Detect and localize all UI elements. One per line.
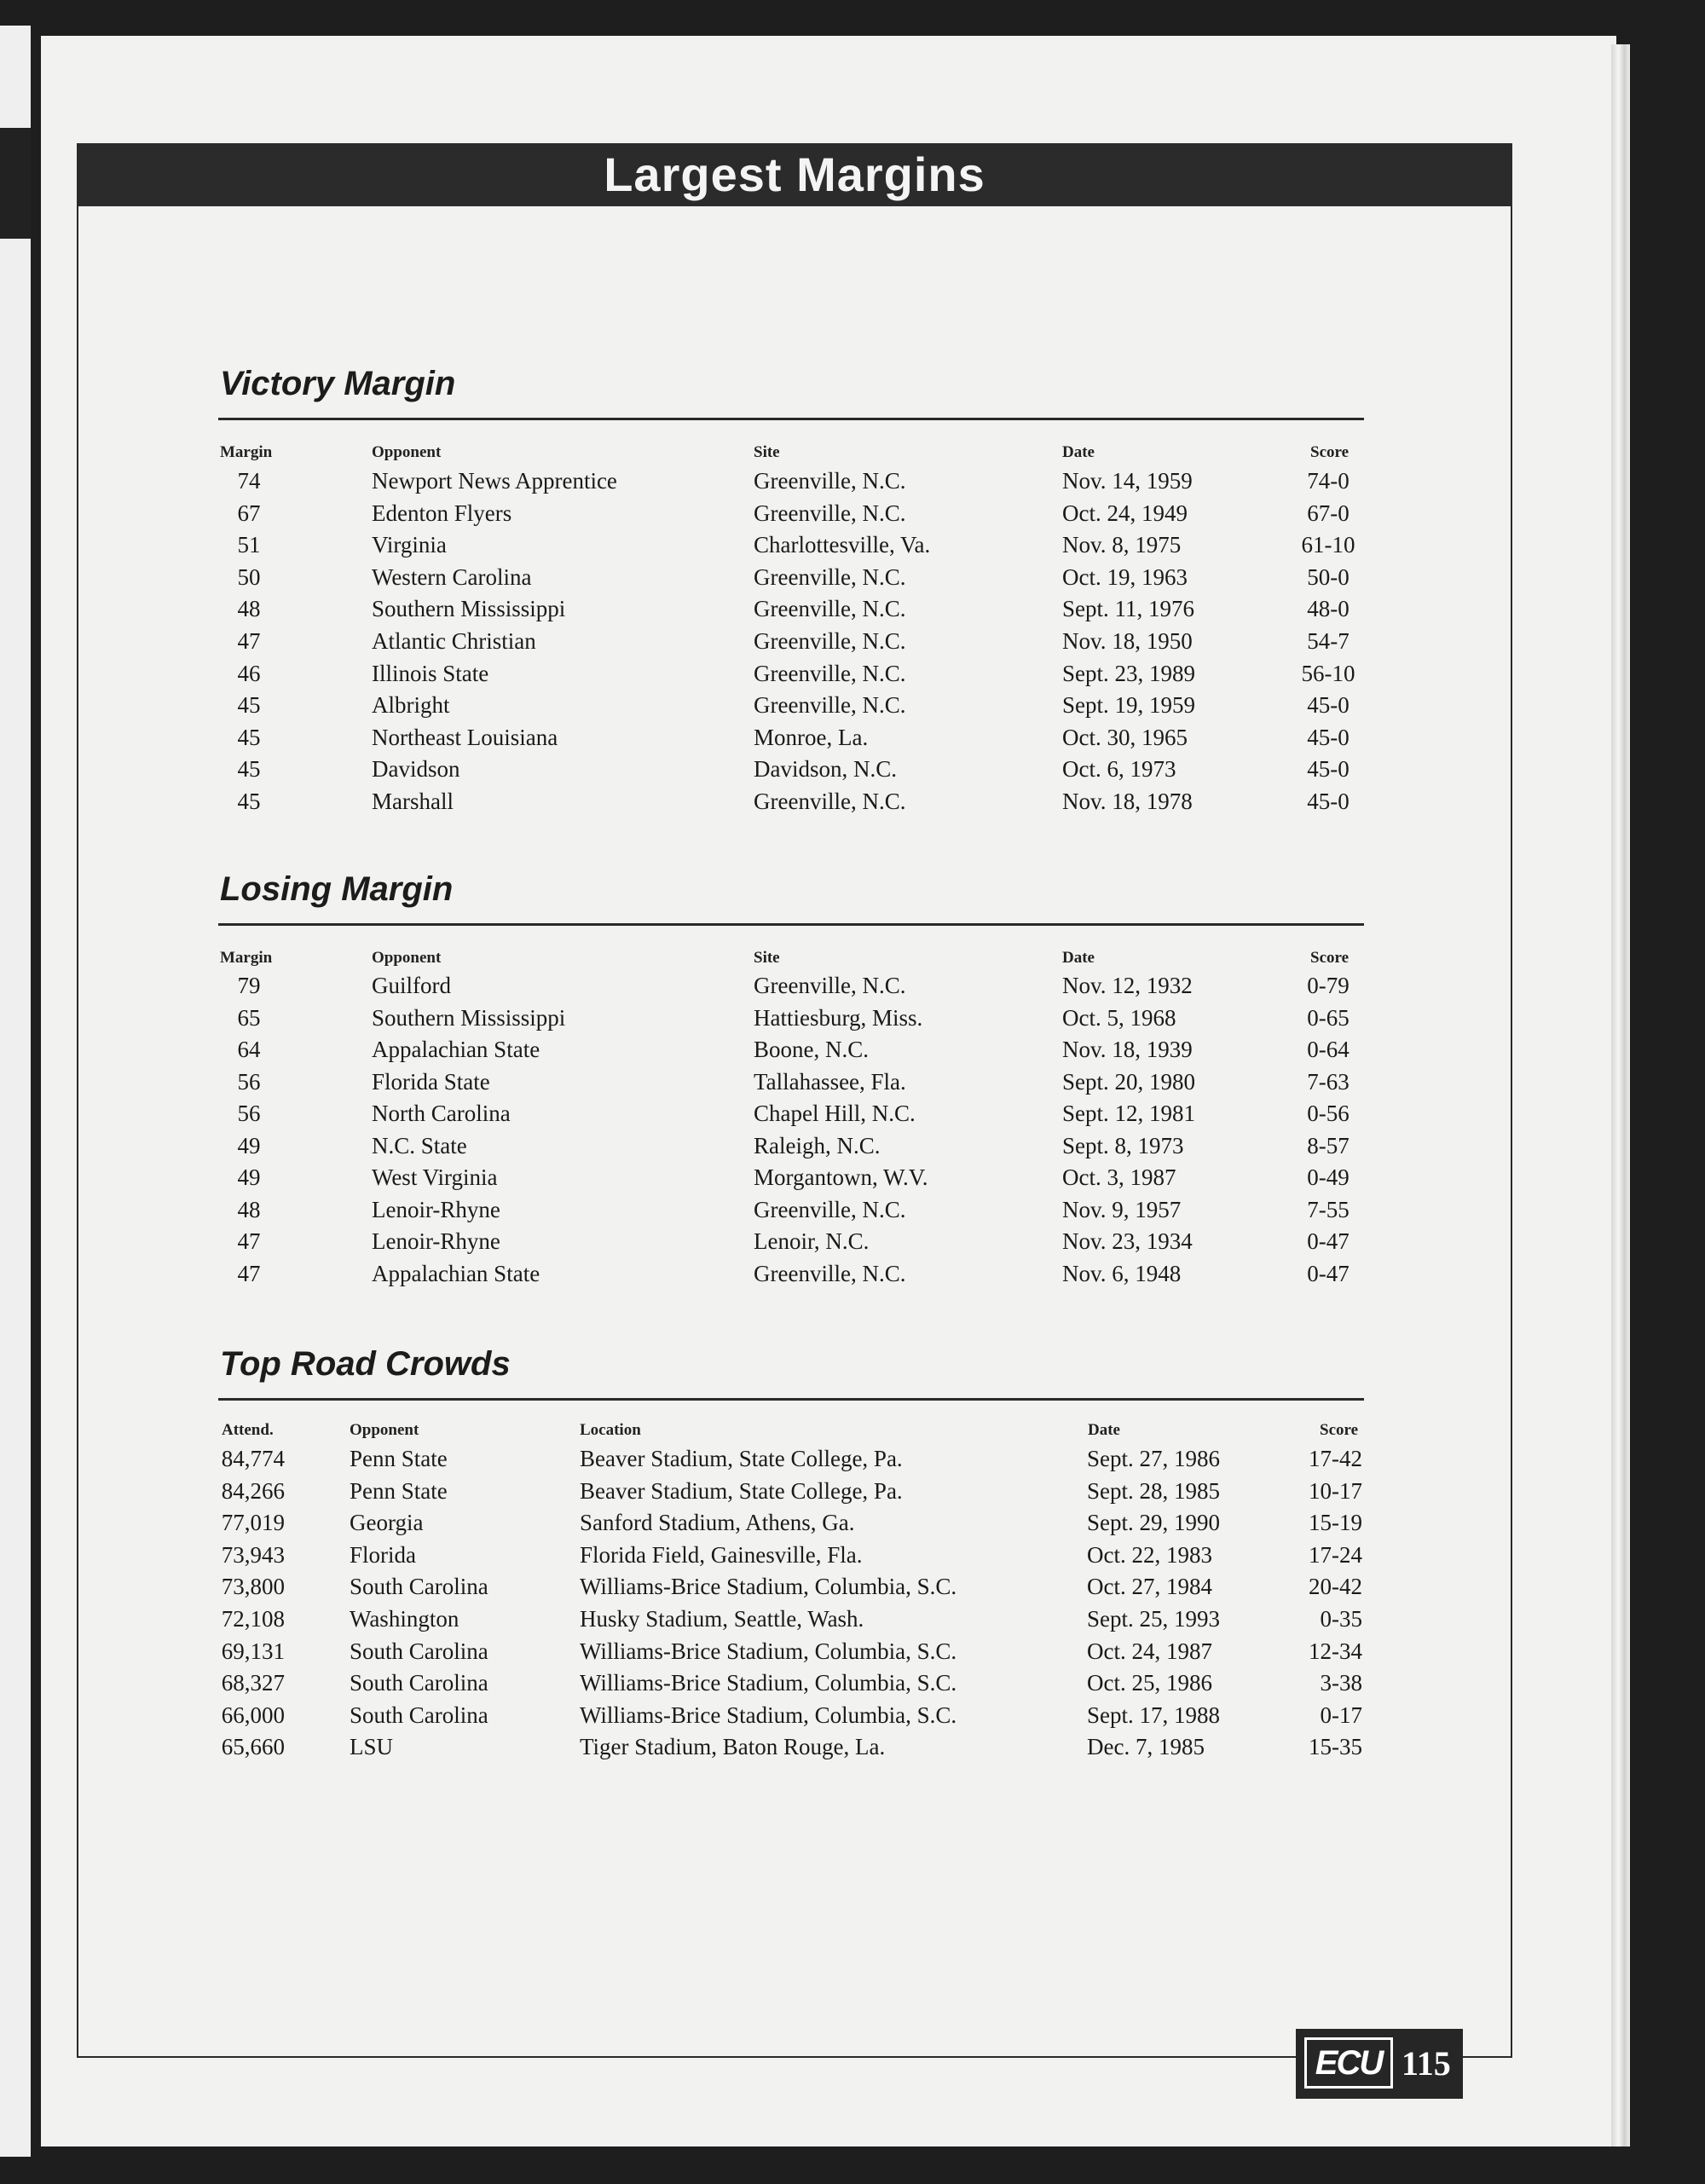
crowds-cell-opponent: Penn State xyxy=(350,1446,448,1471)
losing-cell-score: 0-47 xyxy=(1307,1228,1350,1254)
victory-cell-site: Greenville, N.C. xyxy=(754,596,906,622)
losing-cell-site: Hattiesburg, Miss. xyxy=(754,1004,923,1031)
victory-cell-score: 50-0 xyxy=(1307,563,1350,590)
crowds-cell-score: 15-19 xyxy=(1309,1510,1362,1536)
crowds-cell-score: 20-42 xyxy=(1309,1574,1362,1600)
losing-cell-site: Morgantown, W.V. xyxy=(754,1164,928,1190)
victory-cell-score: 56-10 xyxy=(1301,660,1355,686)
victory-cell-opponent: Western Carolina xyxy=(372,563,532,590)
victory-cell-first: 46 xyxy=(237,660,261,686)
victory-header-4: Score xyxy=(1310,443,1350,461)
victory-cell-date: Nov. 8, 1975 xyxy=(1062,532,1182,558)
losing-cell-opponent: Appalachian State xyxy=(372,1037,540,1062)
losing-cell-opponent: Florida State xyxy=(372,1068,490,1095)
losing-cell-opponent: Lenoir-Rhyne xyxy=(372,1228,500,1254)
victory-header-2: Site xyxy=(754,443,780,461)
crowds-cell-site: Williams-Brice Stadium, Columbia, S.C. xyxy=(580,1702,957,1728)
crowds-cell-score: 0-17 xyxy=(1320,1702,1362,1728)
crowds-cell-date: Sept. 28, 1985 xyxy=(1087,1477,1221,1504)
losing-cell-first: 56 xyxy=(237,1101,261,1126)
victory-cell-date: Oct. 24, 1949 xyxy=(1062,500,1188,526)
losing-cell-score: 0-65 xyxy=(1307,1004,1350,1031)
crowds-cell-date: Sept. 29, 1990 xyxy=(1087,1510,1221,1536)
crowds-cell-site: Williams-Brice Stadium, Columbia, S.C. xyxy=(580,1574,957,1600)
victory-cell-date: Oct. 30, 1965 xyxy=(1062,724,1188,750)
crowds-cell-site: Beaver Stadium, State College, Pa. xyxy=(580,1477,903,1504)
victory-cell-opponent: Northeast Louisiana xyxy=(372,724,558,750)
victory-cell-opponent: Virginia xyxy=(372,532,447,558)
victory-cell-opponent: Newport News Apprentice xyxy=(372,468,617,494)
crowds-cell-score: 10-17 xyxy=(1309,1477,1362,1504)
losing-cell-first: 79 xyxy=(237,973,261,998)
victory-cell-first: 47 xyxy=(237,628,261,654)
victory-cell-site: Greenville, N.C. xyxy=(754,660,906,686)
losing-cell-date: Nov. 23, 1934 xyxy=(1062,1228,1193,1254)
victory-cell-site: Monroe, La. xyxy=(754,724,869,750)
victory-cell-opponent: Southern Mississippi xyxy=(372,596,566,622)
victory-cell-date: Nov. 18, 1950 xyxy=(1062,628,1193,654)
crowds-cell-site: Sanford Stadium, Athens, Ga. xyxy=(580,1510,855,1536)
crowds-rule xyxy=(218,1398,1364,1401)
crowds-cell-date: Sept. 25, 1993 xyxy=(1087,1606,1221,1632)
victory-cell-site: Greenville, N.C. xyxy=(754,789,906,814)
victory-cell-site: Greenville, N.C. xyxy=(754,628,906,654)
crowds-cell-first: 73,943 xyxy=(221,1541,285,1568)
losing-header-1: Opponent xyxy=(372,949,442,967)
losing-cell-date: Oct. 5, 1968 xyxy=(1062,1004,1176,1031)
losing-cell-opponent: West Virginia xyxy=(372,1164,498,1190)
losing-cell-date: Nov. 6, 1948 xyxy=(1062,1260,1182,1286)
victory-cell-first: 67 xyxy=(237,500,261,526)
crowds-cell-site: Beaver Stadium, State College, Pa. xyxy=(580,1446,903,1471)
losing-cell-date: Nov. 9, 1957 xyxy=(1062,1196,1182,1222)
victory-cell-site: Charlottesville, Va. xyxy=(754,532,931,558)
facing-page-edge xyxy=(0,26,31,2157)
victory-cell-date: Nov. 14, 1959 xyxy=(1062,468,1193,494)
crowds-cell-date: Oct. 25, 1986 xyxy=(1087,1670,1212,1696)
victory-cell-first: 45 xyxy=(237,756,261,783)
crowds-cell-site: Tiger Stadium, Baton Rouge, La. xyxy=(580,1734,886,1760)
losing-cell-site: Greenville, N.C. xyxy=(754,1196,906,1222)
losing-cell-score: 0-64 xyxy=(1307,1037,1350,1062)
losing-rule xyxy=(218,923,1364,926)
victory-margin-title: Victory Margin xyxy=(220,365,456,402)
crowds-header-2: Location xyxy=(580,1421,641,1439)
victory-cell-score: 48-0 xyxy=(1307,596,1350,622)
victory-header-1: Opponent xyxy=(372,443,442,461)
losing-cell-opponent: North Carolina xyxy=(372,1101,511,1126)
victory-cell-score: 74-0 xyxy=(1307,468,1350,494)
victory-cell-score: 67-0 xyxy=(1307,500,1350,526)
page-stack-edge xyxy=(1611,44,1630,2146)
victory-cell-site: Greenville, N.C. xyxy=(754,563,906,590)
losing-margin-title: Losing Margin xyxy=(220,870,454,908)
losing-cell-site: Boone, N.C. xyxy=(754,1037,869,1062)
crowds-cell-opponent: South Carolina xyxy=(350,1670,488,1696)
victory-cell-first: 74 xyxy=(237,468,261,494)
losing-header-2: Site xyxy=(754,949,780,967)
crowds-cell-site: Florida Field, Gainesville, Fla. xyxy=(580,1541,863,1568)
crowds-cell-first: 66,000 xyxy=(221,1702,285,1728)
victory-cell-opponent: Albright xyxy=(372,692,450,719)
victory-header-0: Margin xyxy=(220,443,273,461)
crowds-cell-first: 84,774 xyxy=(221,1446,285,1471)
victory-cell-opponent: Marshall xyxy=(372,789,454,814)
losing-cell-opponent: Southern Mississippi xyxy=(372,1004,566,1031)
crowds-cell-date: Oct. 24, 1987 xyxy=(1087,1638,1212,1664)
losing-cell-opponent: N.C. State xyxy=(372,1132,467,1158)
victory-cell-score: 54-7 xyxy=(1307,628,1350,654)
losing-cell-first: 48 xyxy=(237,1196,261,1222)
losing-cell-site: Greenville, N.C. xyxy=(754,1260,906,1286)
victory-cell-score: 45-0 xyxy=(1307,789,1350,814)
losing-cell-site: Greenville, N.C. xyxy=(754,973,906,998)
losing-cell-site: Chapel Hill, N.C. xyxy=(754,1101,916,1126)
losing-cell-score: 7-55 xyxy=(1307,1196,1350,1222)
victory-cell-date: Sept. 11, 1976 xyxy=(1062,596,1194,622)
crowds-cell-first: 77,019 xyxy=(221,1510,285,1536)
losing-cell-score: 7-63 xyxy=(1307,1068,1350,1095)
crowds-cell-opponent: South Carolina xyxy=(350,1574,488,1600)
losing-cell-date: Sept. 12, 1981 xyxy=(1062,1101,1196,1126)
losing-cell-score: 0-56 xyxy=(1307,1101,1350,1126)
victory-cell-score: 45-0 xyxy=(1307,724,1350,750)
losing-cell-first: 65 xyxy=(237,1004,261,1031)
losing-cell-site: Tallahassee, Fla. xyxy=(754,1068,906,1095)
losing-header-3: Date xyxy=(1062,949,1095,967)
losing-cell-opponent: Lenoir-Rhyne xyxy=(372,1196,500,1222)
losing-cell-first: 56 xyxy=(237,1068,261,1095)
crowds-cell-opponent: South Carolina xyxy=(350,1702,488,1728)
crowds-cell-site: Williams-Brice Stadium, Columbia, S.C. xyxy=(580,1638,957,1664)
crowds-cell-first: 84,266 xyxy=(221,1477,285,1504)
losing-cell-date: Sept. 8, 1973 xyxy=(1062,1132,1184,1158)
losing-cell-opponent: Appalachian State xyxy=(372,1260,540,1286)
losing-cell-score: 0-79 xyxy=(1307,973,1350,998)
crowds-cell-first: 65,660 xyxy=(221,1734,285,1760)
losing-cell-opponent: Guilford xyxy=(372,973,451,998)
losing-cell-score: 0-49 xyxy=(1307,1164,1350,1190)
crowds-cell-opponent: Penn State xyxy=(350,1477,448,1504)
crowds-cell-opponent: Washington xyxy=(350,1606,459,1632)
page-title: Largest Margins xyxy=(77,143,1512,206)
losing-cell-date: Oct. 3, 1987 xyxy=(1062,1164,1176,1190)
victory-cell-first: 51 xyxy=(237,532,261,558)
losing-cell-site: Raleigh, N.C. xyxy=(754,1132,881,1158)
victory-cell-score: 45-0 xyxy=(1307,692,1350,719)
crowds-cell-score: 3-38 xyxy=(1320,1670,1362,1696)
losing-cell-date: Nov. 18, 1939 xyxy=(1062,1037,1193,1062)
crowds-cell-first: 73,800 xyxy=(221,1574,285,1600)
losing-cell-first: 64 xyxy=(237,1037,261,1062)
victory-cell-date: Sept. 19, 1959 xyxy=(1062,692,1196,719)
crowds-cell-score: 17-24 xyxy=(1309,1541,1362,1568)
victory-cell-site: Davidson, N.C. xyxy=(754,756,897,783)
losing-cell-first: 47 xyxy=(237,1260,261,1286)
victory-cell-first: 50 xyxy=(237,563,261,590)
crowds-cell-opponent: South Carolina xyxy=(350,1638,488,1664)
crowds-cell-opponent: LSU xyxy=(350,1734,394,1760)
losing-header-4: Score xyxy=(1310,949,1350,967)
page-number: 115 xyxy=(1402,2044,1451,2083)
facing-page-mark xyxy=(0,128,31,239)
victory-cell-site: Greenville, N.C. xyxy=(754,468,906,494)
victory-cell-first: 45 xyxy=(237,789,261,814)
victory-rule xyxy=(218,418,1364,420)
losing-cell-first: 47 xyxy=(237,1228,261,1254)
victory-cell-site: Greenville, N.C. xyxy=(754,692,906,719)
victory-cell-site: Greenville, N.C. xyxy=(754,500,906,526)
crowds-cell-first: 68,327 xyxy=(221,1670,285,1696)
crowds-cell-date: Sept. 27, 1986 xyxy=(1087,1446,1221,1471)
crowds-cell-site: Husky Stadium, Seattle, Wash. xyxy=(580,1606,864,1632)
crowds-cell-date: Oct. 22, 1983 xyxy=(1087,1541,1212,1568)
losing-cell-date: Sept. 20, 1980 xyxy=(1062,1068,1196,1095)
crowds-header-3: Date xyxy=(1088,1421,1120,1439)
victory-cell-date: Nov. 18, 1978 xyxy=(1062,789,1193,814)
victory-cell-score: 45-0 xyxy=(1307,756,1350,783)
page-footer-badge xyxy=(1296,2029,1463,2099)
losing-cell-site: Lenoir, N.C. xyxy=(754,1228,870,1254)
crowds-cell-site: Williams-Brice Stadium, Columbia, S.C. xyxy=(580,1670,957,1696)
victory-cell-date: Oct. 6, 1973 xyxy=(1062,756,1176,783)
victory-header-3: Date xyxy=(1062,443,1095,461)
losing-cell-first: 49 xyxy=(237,1132,261,1158)
ecu-logo: ECU xyxy=(1304,2037,1393,2089)
crowds-header-4: Score xyxy=(1320,1421,1359,1439)
losing-cell-first: 49 xyxy=(237,1164,261,1190)
crowds-cell-score: 17-42 xyxy=(1309,1446,1362,1471)
victory-cell-opponent: Atlantic Christian xyxy=(372,628,536,654)
victory-cell-opponent: Illinois State xyxy=(372,660,489,686)
crowds-cell-opponent: Florida xyxy=(350,1541,416,1568)
crowds-cell-score: 12-34 xyxy=(1309,1638,1362,1664)
losing-cell-score: 0-47 xyxy=(1307,1260,1350,1286)
crowds-cell-first: 69,131 xyxy=(221,1638,285,1664)
victory-cell-first: 45 xyxy=(237,692,261,719)
losing-cell-score: 8-57 xyxy=(1307,1132,1350,1158)
crowds-header-0: Attend. xyxy=(222,1421,274,1439)
crowds-cell-opponent: Georgia xyxy=(350,1510,424,1536)
crowds-header-1: Opponent xyxy=(350,1421,419,1439)
victory-cell-opponent: Edenton Flyers xyxy=(372,500,512,526)
crowds-cell-first: 72,108 xyxy=(221,1606,285,1632)
crowds-cell-score: 0-35 xyxy=(1320,1606,1362,1632)
road-crowds-title: Top Road Crowds xyxy=(220,1345,511,1383)
crowds-cell-date: Dec. 7, 1985 xyxy=(1087,1734,1205,1760)
victory-cell-date: Sept. 23, 1989 xyxy=(1062,660,1196,686)
victory-cell-opponent: Davidson xyxy=(372,756,460,783)
victory-cell-first: 48 xyxy=(237,596,261,622)
crowds-cell-score: 15-35 xyxy=(1309,1734,1362,1760)
victory-cell-date: Oct. 19, 1963 xyxy=(1062,563,1188,590)
victory-cell-score: 61-10 xyxy=(1301,532,1355,558)
losing-header-0: Margin xyxy=(220,949,273,967)
losing-cell-date: Nov. 12, 1932 xyxy=(1062,973,1193,998)
crowds-cell-date: Sept. 17, 1988 xyxy=(1087,1702,1221,1728)
victory-cell-first: 45 xyxy=(237,724,261,750)
crowds-cell-date: Oct. 27, 1984 xyxy=(1087,1574,1212,1600)
